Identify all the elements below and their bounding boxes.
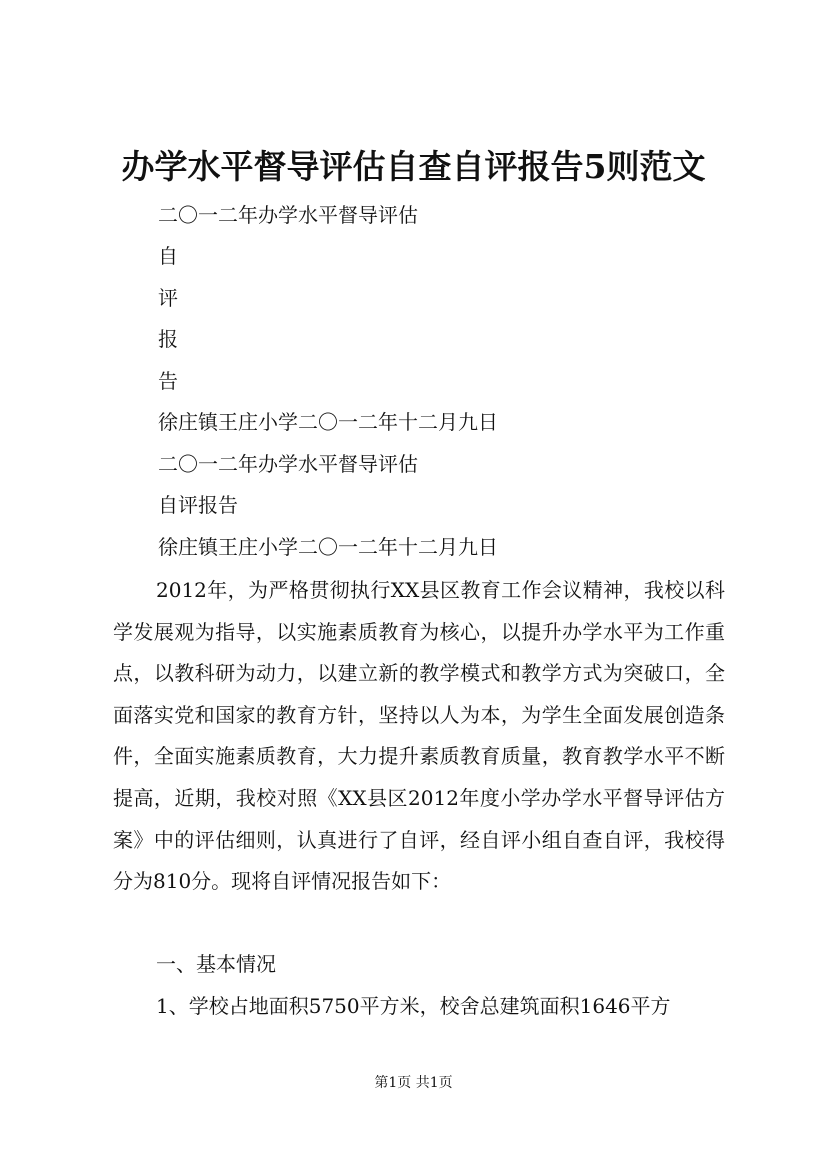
document-title: 办学水平督导评估自查自评报告5则范文 <box>121 147 706 186</box>
section-heading: 一、基本情况 <box>156 952 276 976</box>
header-line-8: 自评报告 <box>158 493 238 517</box>
header-line-1: 二〇一二年办学水平督导评估 <box>158 203 418 227</box>
school-date-line-2: 徐庄镇王庄小学二〇一二年十二月九日 <box>158 535 498 559</box>
header-line-7: 二〇一二年办学水平督导评估 <box>158 452 418 476</box>
header-line-5: 告 <box>158 369 178 393</box>
body-paragraph: 2012年，为严格贯彻执行XX县区教育工作会议精神，我校以科学发展观为指导，以实施素质教育为核心，以提升办学水平为工作重点，以教科研为动力，以建立新的教学模式和教学方式为突破口，全面落实党和国家的教育方针，坚持以人为本，为学生全面发展创造条件，全面实施素质教育，大力提升素质教育质量，教育教学水平不断提高，近期，我校对照《XX县区2012年度小学办学水平督导评估方案》中的评估细则，认真进行了自评，经自评小组自查自评，我校得分为810分。现将自评情况报告如下： <box>113 578 725 894</box>
school-date-line: 徐庄镇王庄小学二〇一二年十二月九日 <box>158 410 498 434</box>
header-line-3: 评 <box>158 286 178 310</box>
list-item-1: 1、学校占地面积5750平方米，校舍总建筑面积1646平方 <box>156 994 671 1018</box>
header-line-4: 报 <box>158 327 178 351</box>
page-footer: 第1页 共1页 <box>374 1075 453 1091</box>
header-line-2: 自 <box>158 244 178 268</box>
